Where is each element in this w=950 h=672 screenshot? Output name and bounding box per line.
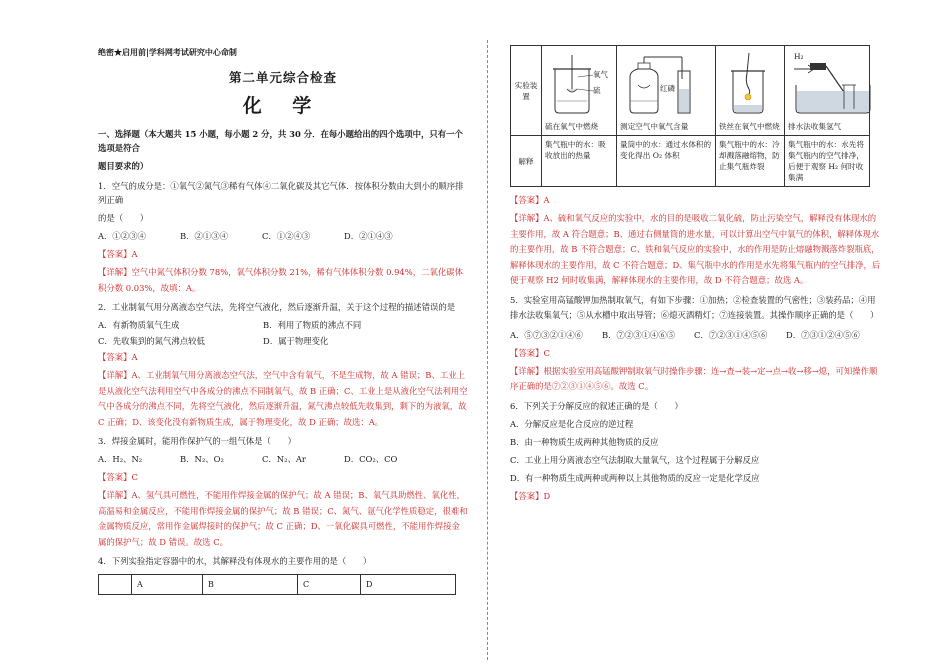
q6-option-c: C．工业上用分离液态空气法制取大量氧气，这个过程属于分解反应 xyxy=(510,454,760,465)
q4-table-header xyxy=(98,574,456,595)
q4-head-c: C xyxy=(298,575,361,595)
q4-setup-label: 实验装置 xyxy=(511,46,542,136)
q5-explanation: 【详解】根据实验室用高锰酸钾制取氧气时操作步骤：连→查→装→定→点→收→移→熄，可知操作顺序正确的是⑦②③①④⑤⑥。故选 C。 xyxy=(510,365,878,391)
q2-stem: 2．工业制氧气用分离液态空气法，先将空气液化，然后逐渐升温，关于这个过程的描述错误的是 xyxy=(98,302,456,312)
q1-answer: 【答案】A xyxy=(98,249,138,259)
q4-experiment-table xyxy=(510,45,870,187)
question-4 xyxy=(98,554,468,595)
q5-options xyxy=(510,328,882,342)
q2-option-a: A．有新物质氧气生成 xyxy=(98,320,180,330)
question-5 xyxy=(510,293,882,395)
question-1 xyxy=(98,179,468,296)
q1-stem-line1: 1．空气的成分是：①氧气②氮气③稀有气体④二氧化碳及其它气体．按体积分数由大到小的顺序排列正确 xyxy=(98,181,464,205)
q1-option-b: B．②①③④ xyxy=(180,231,229,241)
section-title-line2: 题目要求的） xyxy=(98,161,149,171)
q2-option-b: B．利用了物质的沸点不同 xyxy=(263,320,362,330)
label-red-phosphorus: 红磷 xyxy=(660,84,675,93)
left-column xyxy=(98,45,468,595)
q2-options-row2 xyxy=(98,334,468,348)
confidential-header: 绝密★启用前|学科网考试研究中心命制 xyxy=(98,47,237,57)
q1-options xyxy=(98,229,468,243)
q3-answer: 【答案】C xyxy=(98,472,138,482)
q1-explanation: 【详解】空气中氮气体积分数 78%，氧气体积分数 21%，稀有气体体积分数 0.94%，二氧化碳体积分数 0.03%，故填：A。 xyxy=(98,267,463,293)
q2-option-c: C．先收集到的氮气沸点较低 xyxy=(98,336,205,346)
label-sulfur: 硫 xyxy=(593,86,601,95)
q2-option-d: D．属于物理变化 xyxy=(263,336,329,346)
q5-option-b: B．⑦②③①④⑥⑤ xyxy=(602,329,676,340)
q6-answer: 【答案】D xyxy=(510,490,551,501)
q4-head-d: D xyxy=(361,575,456,595)
q1-option-c: C．①②④③ xyxy=(262,231,311,241)
q4-explain-d: 集气瓶中的水：水先将集气瓶内的空气排净，后便于观察 H₂ 何时收集满 xyxy=(785,136,870,187)
hydrogen-collection-diagram xyxy=(788,49,866,119)
q4-answer: 【答案】A xyxy=(510,195,550,205)
section-title-line1: 一、选择题（本大题共 15 小题，每小题 2 分，共 30 分．在每小题给出的四个选项中，只有一个选项是符合 xyxy=(98,129,463,153)
q4-explain-c: 集气瓶中的水：冷却溅落融熔物，防止集气瓶炸裂 xyxy=(716,136,785,187)
q4-table-corner xyxy=(99,575,132,595)
q4-head-b: B xyxy=(203,575,298,595)
oxygen-content-diagram xyxy=(620,49,712,119)
section-title xyxy=(98,127,468,173)
q3-stem: 3．焊接金属时，能用作保护气的一组气体是（ ） xyxy=(98,436,296,446)
q4-stem: 4．下列实验指定容器中的水，其解释没有体现水的主要作用的是（ ） xyxy=(98,556,372,566)
q1-option-a: A．①②③④ xyxy=(98,231,146,241)
q2-answer: 【答案】A xyxy=(98,352,138,362)
q5-answer: 【答案】C xyxy=(510,347,550,358)
label-hydrogen: H₂ xyxy=(794,52,804,61)
question-3 xyxy=(98,434,468,550)
q4-setup-a xyxy=(542,46,617,136)
q4-explain-label: 解释 xyxy=(511,136,542,187)
q2-explanation: 【详解】A、工业制氧气用分离液态空气法，空气中含有氧气，不是生成物，故 A 错误；B、工业上是从液化空气法利用空气中各成分的沸点不同制氧气，故 B 正确；C、工业上是从液化空气法利用空气中各成分的沸点不同，先将空气液化，然后逐渐升温，氮气沸点较低先收集到，剩下的为液氧，故 C 正确；D、该变化没有新物质生成，属于物理变化，故 D 正确；故选：A。 xyxy=(98,370,468,427)
q4-solution xyxy=(510,193,882,289)
label-oxygen: 氧气 xyxy=(593,70,608,79)
column-divider xyxy=(487,40,488,660)
q4-explain-a: 集气瓶中的水：吸收放出的热量 xyxy=(542,136,617,187)
q3-option-c: C．N₂、Ar xyxy=(262,454,306,464)
right-column xyxy=(510,45,882,507)
q1-stem-line2: 的是（ ） xyxy=(98,213,149,223)
q6-option-b: B．由一种物质生成两种其他物质的反应 xyxy=(510,436,659,447)
q5-option-c: C．⑦②③①④⑤⑥ xyxy=(694,329,768,340)
q4-explanation: 【详解】A、硫和氧气反应的实验中，水的目的是吸收二氧化硫，防止污染空气，解释没有体现水的主要作用，故 A 符合题意；B、通过右侧量筒的进水量，可以计算出空气中氧气的体积，解释体现水的主要作用，故 B 不符合题意；C、铁和氧气反应的实验中，水的作用是防止熔融物溅落炸裂瓶底，解释体现水的主要作用，故 C 不符合题意；D、集气瓶中水的作用是水先将集气瓶内的空气排净，后便于观察 H2 何时收集满，解释体现水的主要作用，故 D 不符合题意；故选 A。 xyxy=(510,213,881,285)
question-2 xyxy=(98,300,468,430)
q4-setup-d xyxy=(785,46,870,136)
iron-burning-diagram xyxy=(719,49,781,119)
q5-stem: 5．实验室用高锰酸钾加热制取氧气，有如下步骤：①加热；②检查装置的气密性；③装药品；④用排水法收集氧气；⑤从水槽中取出导管；⑥熄灭酒精灯；⑦连接装置。其操作顺序正确的是（ ） xyxy=(510,294,879,320)
caption-c: 铁丝在氧气中燃烧 xyxy=(719,122,780,131)
caption-a: 硫在氧气中燃烧 xyxy=(545,122,599,131)
q3-options xyxy=(98,452,468,466)
q3-option-b: B．N₂、O₂ xyxy=(180,454,224,464)
sulfur-burning-diagram xyxy=(545,49,613,119)
question-6 xyxy=(510,399,882,503)
q6-stem: 6．下列关于分解反应的叙述正确的是（ ） xyxy=(510,400,683,411)
q5-option-d: D．⑦③①②④⑤⑥ xyxy=(786,329,860,340)
q6-option-a: A．分解反应是化合反应的逆过程 xyxy=(510,418,634,429)
caption-b: 测定空气中氧气含量 xyxy=(620,122,689,131)
q4-setup-c xyxy=(716,46,785,136)
q4-explain-b: 量筒中的水：通过水体积的变化得出 O₂ 体积 xyxy=(617,136,716,187)
q3-explanation: 【详解】A、氢气具可燃性，不能用作焊接金属的保护气；故 A 错误；B、氧气具助燃性、氧化性，高温易和金属反应，不能用作焊接金属的保护气；故 B 错误；C、氮气、氩气化学性质稳定，很难和金属物质反应，常用作金属焊接时的保护气；故 C 正确；D、一氧化碳具可燃性，不能用作焊接金属的保护气；故 D 错误。故选 C。 xyxy=(98,490,468,547)
q4-head-a: A xyxy=(132,575,203,595)
q4-setup-b xyxy=(617,46,716,136)
q1-option-d: D．②①④③ xyxy=(344,231,393,241)
q4-setup-row xyxy=(511,46,870,136)
q4-explain-row xyxy=(511,136,870,187)
unit-title: 第二单元综合检查 xyxy=(228,70,337,85)
caption-d: 排水法收集氢气 xyxy=(788,122,842,131)
q3-option-d: D．CO₂、CO xyxy=(344,454,398,464)
q6-option-d: D．有一种物质生成两种或两种以上其他物质的反应一定是化学反应 xyxy=(510,472,760,483)
subject-title: 化 学 xyxy=(242,95,324,117)
q5-option-a: A．⑤⑦③②①④⑥ xyxy=(510,329,584,340)
q2-options-row1 xyxy=(98,318,468,332)
q3-option-a: A．H₂、N₂ xyxy=(98,454,143,464)
